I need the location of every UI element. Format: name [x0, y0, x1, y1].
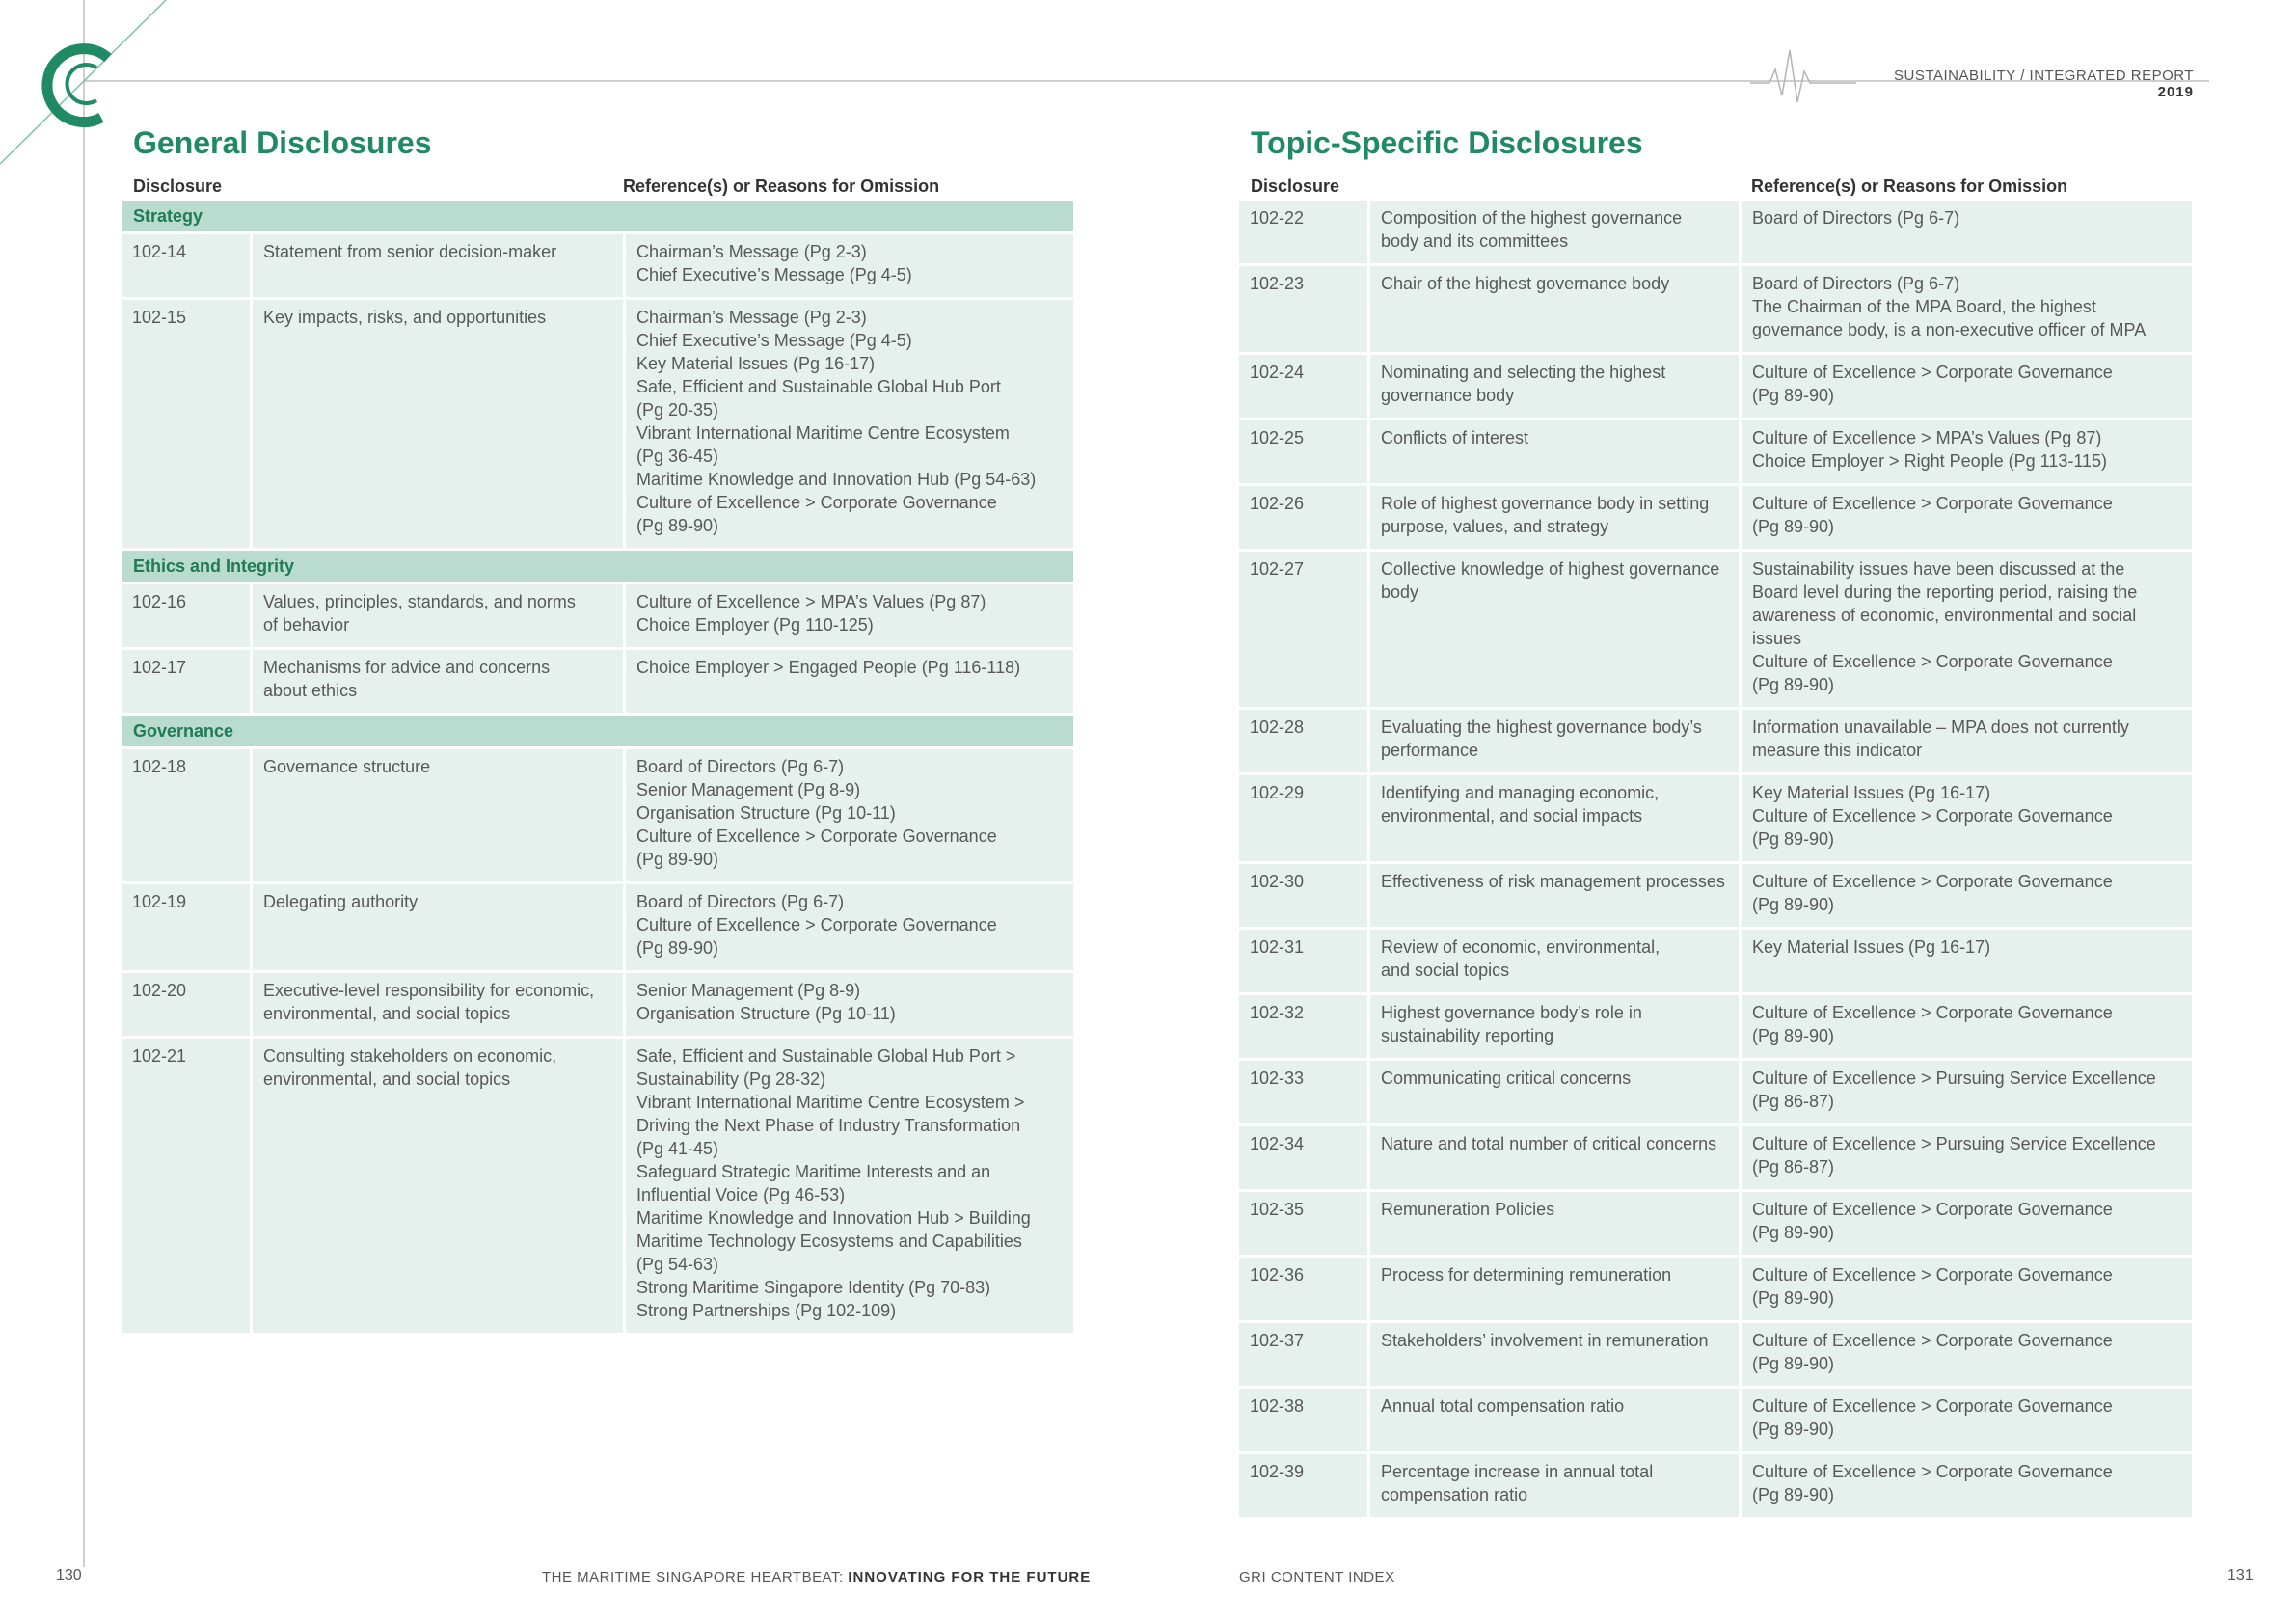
disclosure-code: 102-37 [1250, 1331, 1305, 1350]
disclosure-description: Nature and total number of critical concerns [1367, 1126, 1739, 1189]
topic-specific-disclosures-title: Topic-Specific Disclosures [1251, 125, 1643, 160]
table-row [122, 884, 1073, 973]
disclosure-reference: Culture of Excellence > MPA’s Values (Pg 87) Choice Employer > Right People (Pg 113-115) [1739, 420, 2192, 483]
topic-specific-disclosures-body [1239, 201, 2192, 1520]
disclosure-code: 102-21 [132, 1046, 187, 1066]
disclosure-description: Governance structure [250, 749, 623, 881]
table-row [122, 1039, 1073, 1336]
disclosure-reference: Culture of Excellence > Corporate Governance (Pg 89-90) [1739, 486, 2192, 549]
table-row [1239, 864, 2192, 930]
disclosure-description: Values, principles, standards, and norms of behavior [250, 584, 623, 647]
table-row [122, 749, 1073, 884]
report-year: 2019 [2157, 84, 2194, 100]
margin-rule [83, 0, 85, 1567]
table-row [122, 650, 1073, 716]
disclosure-reference: Senior Management (Pg 8-9) Organisation Structure (Pg 10-11) [623, 973, 1073, 1036]
heartbeat-icon [1750, 42, 1856, 110]
disclosure-description: Key impacts, risks, and opportunities [250, 300, 623, 548]
disclosure-description: Chair of the highest governance body [1367, 266, 1739, 352]
table-row [122, 234, 1073, 300]
disclosure-code: 102-14 [132, 242, 187, 261]
disclosure-code: 102-22 [1250, 208, 1305, 228]
disclosure-code: 102-34 [1250, 1134, 1305, 1153]
table-row [1239, 930, 2192, 995]
table-row [1239, 1061, 2192, 1126]
disclosure-reference: Sustainability issues have been discussed at the Board level during the reporting period, raising the awareness of economic, environmental and social issues Culture of Excellence > Corporate Governance (Pg 89-90) [1739, 552, 2192, 707]
disclosure-code: 102-30 [1250, 872, 1305, 891]
disclosure-code: 102-19 [132, 892, 187, 911]
right-page-number: 131 [2228, 1567, 2254, 1583]
disclosure-code: 102-24 [1250, 363, 1305, 382]
disclosure-reference: Culture of Excellence > Pursuing Service Excellence (Pg 86-87) [1739, 1126, 2192, 1189]
disclosure-code: 102-25 [1250, 428, 1305, 447]
disclosure-reference: Culture of Excellence > Corporate Governance (Pg 89-90) [1739, 355, 2192, 418]
table-header [122, 172, 1073, 201]
disclosure-description: Conflicts of interest [1367, 420, 1739, 483]
disclosure-code: 102-29 [1250, 783, 1305, 802]
right-footer-section: GRI CONTENT INDEX [1239, 1569, 1395, 1585]
table-row [1239, 1258, 2192, 1323]
disclosure-code: 102-18 [132, 757, 187, 776]
disclosure-code: 102-32 [1250, 1003, 1305, 1022]
disclosure-reference: Culture of Excellence > Corporate Governance (Pg 89-90) [1739, 1454, 2192, 1517]
disclosure-description: Communicating critical concerns [1367, 1061, 1739, 1123]
disclosure-description: Remuneration Policies [1367, 1192, 1739, 1255]
topic-specific-disclosures-table [1239, 172, 2192, 1520]
disclosure-code: 102-36 [1250, 1265, 1305, 1285]
disclosure-code: 102-27 [1250, 559, 1305, 579]
disclosure-reference: Board of Directors (Pg 6-7) Culture of Excellence > Corporate Governance (Pg 89-90) [623, 884, 1073, 970]
table-row [1239, 1192, 2192, 1258]
disclosure-description: Nominating and selecting the highest governance body [1367, 355, 1739, 418]
report-title-prefix: SUSTAINABILITY / INTEGRATED REPORT [1894, 68, 2194, 84]
left-footer-prefix: THE MARITIME SINGAPORE HEARTBEAT: [542, 1569, 849, 1585]
section-heading: Ethics and Integrity [122, 551, 1073, 584]
table-row [122, 300, 1073, 551]
disclosure-description: Effectiveness of risk management processes [1367, 864, 1739, 927]
general-disclosures-table [122, 172, 1073, 1336]
disclosure-column-header: Disclosure [133, 176, 223, 196]
disclosure-reference: Culture of Excellence > Pursuing Service Excellence (Pg 86-87) [1739, 1061, 2192, 1123]
disclosure-reference: Culture of Excellence > Corporate Governance (Pg 89-90) [1739, 1258, 2192, 1320]
disclosure-code: 102-16 [132, 592, 187, 611]
disclosure-reference: Key Material Issues (Pg 16-17) Culture of Excellence > Corporate Governance (Pg 89-90) [1739, 775, 2192, 861]
reference-column-header: Reference(s) or Reasons for Omission [623, 176, 940, 196]
general-disclosures-title: General Disclosures [133, 125, 432, 160]
disclosure-reference: Safe, Efficient and Sustainable Global Hub Port > Sustainability (Pg 28-32) Vibrant International Maritime Centre Ecosystem > Driving the Next Phase of Industry Transformation (Pg 41-45) Safeguard Strategic Maritime Interests and an Influential Voice (Pg 46-53) Maritime Knowledge and Innovation Hub > Building Maritime Technology Ecosystems and Capabilities (Pg 54-63) Strong Maritime Singapore Identity (Pg 70-83) Strong Partnerships (Pg 102-109) [623, 1039, 1073, 1333]
table-row [1239, 486, 2192, 552]
disclosure-description: Percentage increase in annual total compensation ratio [1367, 1454, 1739, 1517]
disclosure-description: Process for determining remuneration [1367, 1258, 1739, 1320]
disclosure-reference: Board of Directors (Pg 6-7) Senior Management (Pg 8-9) Organisation Structure (Pg 10-11) Culture of Excellence > Corporate Governance (Pg 89-90) [623, 749, 1073, 881]
table-row [122, 973, 1073, 1039]
table-row [1239, 355, 2192, 420]
disclosure-reference: Information unavailable – MPA does not currently measure this indicator [1739, 710, 2192, 772]
table-row [1239, 1454, 2192, 1520]
disclosure-code: 102-39 [1250, 1462, 1305, 1481]
disclosure-code: 102-28 [1250, 717, 1305, 737]
table-row [1239, 266, 2192, 355]
disclosure-description: Evaluating the highest governance body’s performance [1367, 710, 1739, 772]
reference-column-header: Reference(s) or Reasons for Omission [1751, 176, 2068, 196]
table-row [1239, 1323, 2192, 1389]
disclosure-description: Collective knowledge of highest governance body [1367, 552, 1739, 707]
table-header [1239, 172, 2192, 201]
disclosure-description: Role of highest governance body in setting purpose, values, and strategy [1367, 486, 1739, 549]
disclosure-code: 102-31 [1250, 937, 1305, 957]
disclosure-description: Statement from senior decision-maker [250, 234, 623, 297]
table-row [1239, 775, 2192, 864]
table-row [1239, 710, 2192, 775]
disclosure-reference: Choice Employer > Engaged People (Pg 116-118) [623, 650, 1073, 713]
disclosure-reference: Key Material Issues (Pg 16-17) [1739, 930, 2192, 992]
disclosure-code: 102-33 [1250, 1069, 1305, 1088]
disclosure-code: 102-15 [132, 308, 187, 327]
disclosure-reference: Culture of Excellence > Corporate Governance (Pg 89-90) [1739, 1389, 2192, 1451]
disclosure-reference: Culture of Excellence > Corporate Governance (Pg 89-90) [1739, 864, 2192, 927]
disclosure-description: Annual total compensation ratio [1367, 1389, 1739, 1451]
disclosure-code: 102-38 [1250, 1396, 1305, 1416]
disclosure-reference: Board of Directors (Pg 6-7) [1739, 201, 2192, 263]
report-title [1866, 68, 2194, 100]
disclosure-description: Stakeholders’ involvement in remuneration [1367, 1323, 1739, 1386]
disclosure-description: Mechanisms for advice and concerns about ethics [250, 650, 623, 713]
disclosure-reference: Culture of Excellence > Corporate Governance (Pg 89-90) [1739, 1323, 2192, 1386]
left-footer-emphasis: INNOVATING FOR THE FUTURE [848, 1569, 1092, 1585]
disclosure-code: 102-20 [132, 981, 187, 1000]
table-row [1239, 1389, 2192, 1454]
disclosure-description: Delegating authority [250, 884, 623, 970]
disclosure-reference: Culture of Excellence > Corporate Governance (Pg 89-90) [1739, 1192, 2192, 1255]
disclosure-code: 102-23 [1250, 274, 1305, 293]
general-disclosures-body [122, 201, 1073, 1336]
table-row [1239, 420, 2192, 486]
table-row [122, 584, 1073, 650]
table-row [1239, 552, 2192, 710]
left-page-number: 130 [56, 1567, 82, 1583]
section-heading: Governance [122, 716, 1073, 749]
table-row [1239, 201, 2192, 266]
disclosure-description: Identifying and managing economic, environmental, and social impacts [1367, 775, 1739, 861]
disclosure-reference: Board of Directors (Pg 6-7) The Chairman of the MPA Board, the highest governance body, is a non-executive officer of MPA [1739, 266, 2192, 352]
disclosure-reference: Culture of Excellence > MPA’s Values (Pg 87) Choice Employer (Pg 110-125) [623, 584, 1073, 647]
disclosure-reference: Culture of Excellence > Corporate Governance (Pg 89-90) [1739, 995, 2192, 1058]
disclosure-column-header: Disclosure [1251, 176, 1340, 196]
disclosure-description: Composition of the highest governance body and its committees [1367, 201, 1739, 263]
disclosure-code: 102-17 [132, 658, 187, 677]
disclosure-description: Highest governance body’s role in sustainability reporting [1367, 995, 1739, 1058]
disclosure-description: Executive-level responsibility for economic, environmental, and social topics [250, 973, 623, 1036]
left-footer-title [542, 1569, 1091, 1585]
disclosure-reference: Chairman’s Message (Pg 2-3) Chief Executive’s Message (Pg 4-5) Key Material Issues (Pg 16-17) Safe, Efficient and Sustainable Global Hub Port (Pg 20-35) Vibrant International Maritime Centre Ecosystem (Pg 36-45) Maritime Knowledge and Innovation Hub (Pg 54-63) Culture of Excellence > Corporate Governance (Pg 89-90) [623, 300, 1073, 548]
table-row [1239, 995, 2192, 1061]
disclosure-reference: Chairman’s Message (Pg 2-3) Chief Executive’s Message (Pg 4-5) [623, 234, 1073, 297]
disclosure-code: 102-26 [1250, 494, 1305, 513]
table-row [1239, 1126, 2192, 1192]
section-heading: Strategy [122, 201, 1073, 234]
disclosure-description: Review of economic, environmental, and social topics [1367, 930, 1739, 992]
disclosure-code: 102-35 [1250, 1200, 1305, 1219]
disclosure-description: Consulting stakeholders on economic, environmental, and social topics [250, 1039, 623, 1333]
